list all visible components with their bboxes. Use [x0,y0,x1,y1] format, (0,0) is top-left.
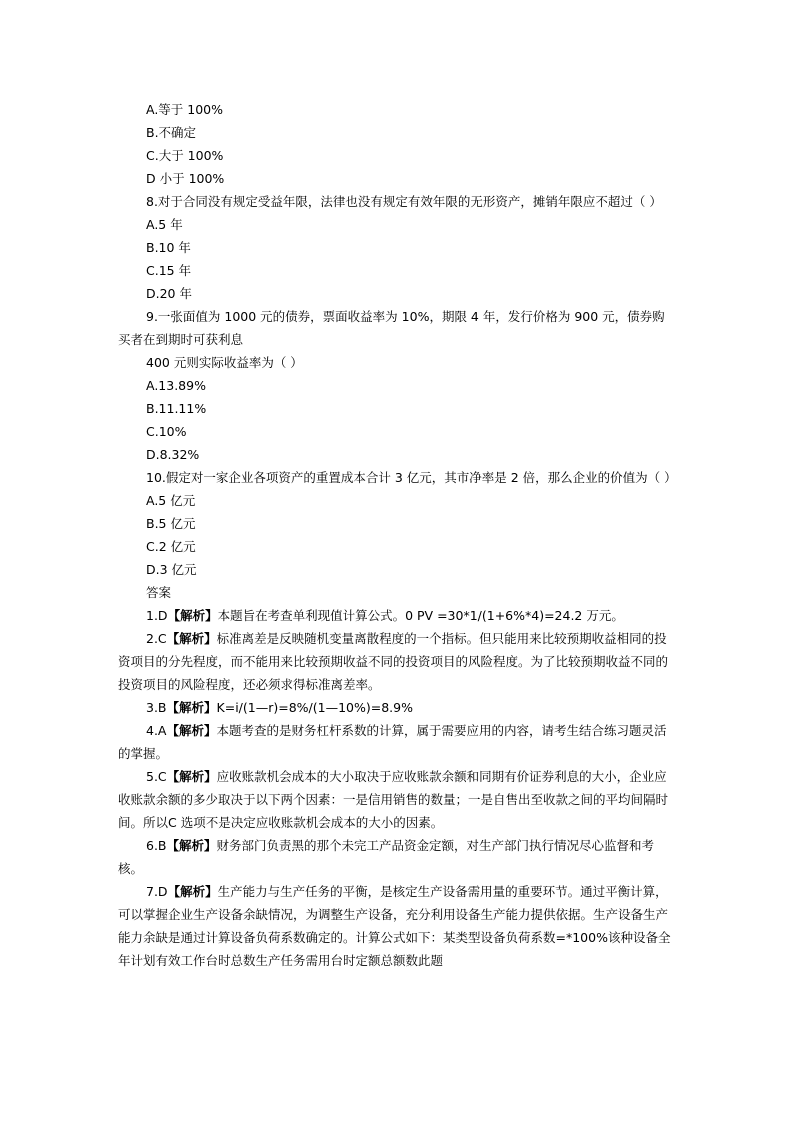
option-a: A.5 年 [146,217,183,232]
answer-item [118,765,674,834]
option-d: D.20 年 [146,286,192,301]
option-c: C.15 年 [146,263,192,278]
answer-text: 生产能力与生产任务的平衡，是核定生产设备需用量的重要环节。通过平衡计算，可以掌握企业生产设备余缺情况，为调整生产设备，充分利用设备生产能力提供依据。生产设备生产能力余缺是通过计算设备负荷系数确定的。计算公式如下：某类型设备负荷系数=*100%该种设备全年计划有效工作台时总数生产任务需用台时定额总额数此题 [118,884,671,968]
analysis-tag: 【解析】 [167,884,218,899]
option-b: B.11.11% [146,401,207,416]
answer-text: 应收账款机会成本的大小取决于应收账款余额和同期有价证券利息的大小，企业应收账款余额的多少取决于以下两个因素：一是信用销售的数量；一是自售出至收款之间的平均间隔时间。所以C 选项不是决定应收账款机会成本的大小的因素。 [118,769,669,830]
answer-text: 本题考查的是财务杠杆系数的计算，属于需要应用的内容，请考生结合练习题灵活的掌握。 [118,723,667,761]
answer-item [118,604,674,627]
answer-number: 7.D [146,884,168,899]
analysis-tag: 【解析】 [166,838,217,853]
q7-options [118,98,674,190]
answer-number: 4.A [146,723,167,738]
option-c: C.2 亿元 [146,539,196,554]
option-d: D.8.32% [146,447,200,462]
option-b: B.不确定 [146,125,197,140]
option-d: D.3 亿元 [146,562,197,577]
answer-item [118,627,674,696]
analysis-tag: 【解析】 [166,723,217,738]
question-10 [118,466,677,581]
option-c: C.大于 100% [146,148,224,163]
question-stem: 9.一张面值为 1000 元的债券，票面收益率为 10%，期限 4 年，发行价格为 900 元，债券购买者在到期时可获利息 [118,309,665,347]
analysis-tag: 【解析】 [167,608,218,623]
answer-number: 3.B [146,700,167,715]
option-a: A.5 亿元 [146,493,196,508]
analysis-tag: 【解析】 [166,631,217,646]
answer-number: 1.D [146,608,168,623]
answer-number: 5.C [146,769,167,784]
answer-text: 财务部门负责黑的那个未完工产品资金定额，对生产部门执行情况尽心监督和考核。 [118,838,655,876]
option-b: B.5 亿元 [146,516,196,531]
analysis-tag: 【解析】 [166,769,217,784]
option-b: B.10 年 [146,240,191,255]
question-stem-continued: 400 元则实际收益率为（ ） [146,355,303,370]
document-body [118,98,677,972]
answer-number: 6.B [146,838,167,853]
answer-text: 标准离差是反映随机变量离散程度的一个指标。但只能用来比较预期收益相同的投资项目的分先程度，而不能用来比较预期收益不同的投资项目的风险程度。为了比较预期收益不同的投资项目的风险程度，还必须求得标准离差率。 [118,631,669,692]
question-8 [118,190,674,305]
option-d: D 小于 100% [146,171,225,186]
question-9 [118,305,674,466]
option-a: A.等于 100% [146,102,224,117]
answers-section [118,581,674,972]
option-c: C.10% [146,424,187,439]
question-stem: 8.对于合同没有规定受益年限，法律也没有规定有效年限的无形资产，摊销年限应不超过（ ） [146,194,662,209]
question-stem: 10.假定对一家企业各项资产的重置成本合计 3 亿元，其市净率是 2 倍，那么企业的价值为（ ） [146,470,677,485]
option-a: A.13.89% [146,378,206,393]
answer-item [118,880,674,972]
answer-number: 2.C [146,631,167,646]
answer-item [118,696,674,719]
analysis-tag: 【解析】 [166,700,217,715]
answers-heading: 答案 [146,585,172,600]
answer-text: 本题旨在考查单利现值计算公式。0 PV =30*1/(1+6%*4)=24.2 万元。 [217,608,624,623]
answer-text: K=i/(1—r)=8%/(1—10%)=8.9% [216,700,413,715]
answer-item [118,834,674,880]
answer-item [118,719,674,765]
